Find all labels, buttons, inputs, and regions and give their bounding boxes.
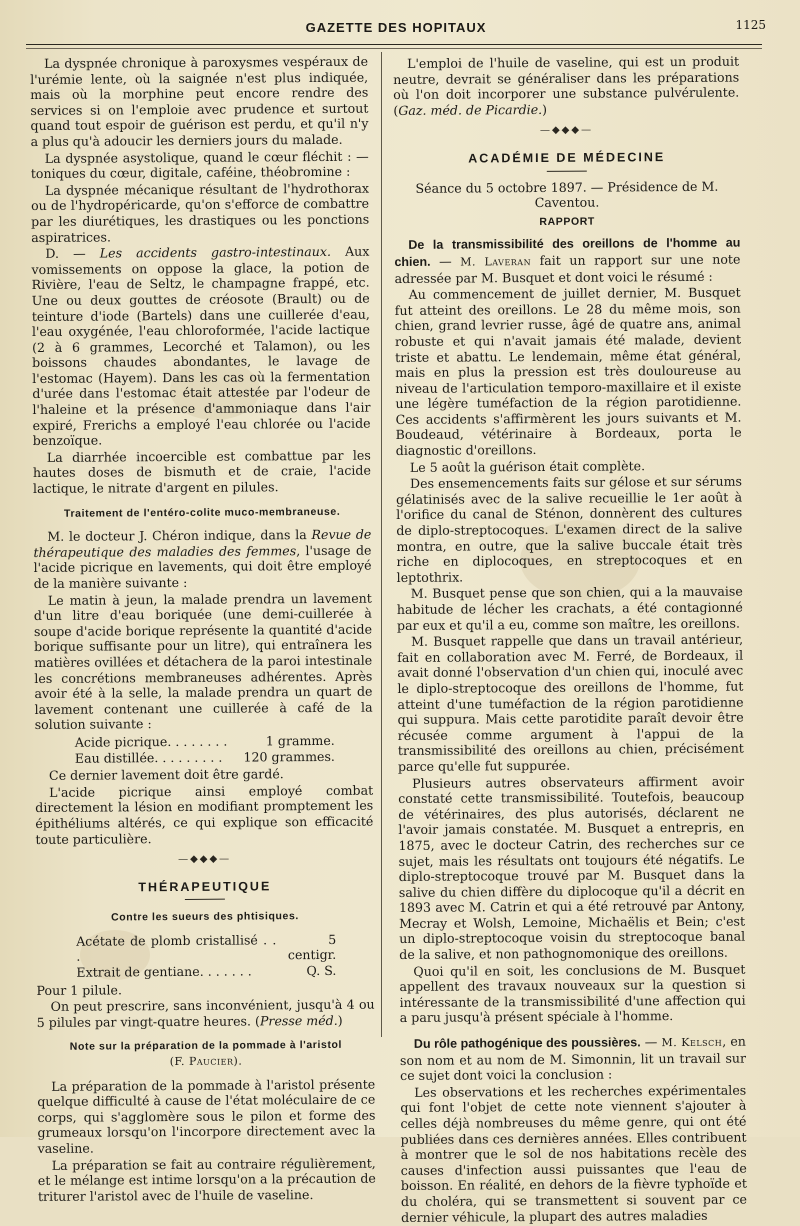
paragraph: Le matin à jeun, la malade prendra un lavement d'un litre d'eau boriquée (une demi-cuillerée à soupe d'acide borique représente la quantité d'acide borique suffisante pour un litre), qui entraînera les matières ovillées et détachera de la paroi intestinale les concrétions membraneuses adhérentes. Après avoir été à la selle, la malade prendra un quart de lavement contenant une cuillerée à café de la solution suivante : — [33, 590, 373, 733]
prescription — [76, 931, 374, 980]
paragraph-text: On peut prescrire, sans inconvénient, jusqu'à 4 ou 5 pilules par vingt-quatre heures. ( — [36, 996, 375, 1030]
prescription — [75, 733, 373, 766]
source-reference: Presse méd. — [259, 1012, 338, 1029]
paragraph: M. Busquet rappelle que dans un travail antérieur, fait en collaboration avec M. Ferré, de Bordeaux, il avait donné l'observation d'un chien qui, inoculé avec le diplo-streptocoque des oreillons de l'homme, fut atteint d'une tuméfaction de la région parotidienne qui suppura. Mais cette parotidite paraît devoir être récusée comme argument à l'appui de la transmissibilité des oreillons au chien, précisément parce qu'elle fut suppurée. — [397, 631, 744, 774]
section-title: RAPPORT — [539, 215, 595, 228]
paragraph: Quoi qu'il en soit, les conclusions de M. Busquet appellent des travaux nouveaux sur la question si intéressante de la transmissibilité d'une affection qui a paru jusqu'à présent spéciale à l'homme. — [399, 961, 746, 1026]
page-number: 1125 — [735, 18, 766, 32]
section-title: ACADÉMIE DE MÉDECINE — [468, 150, 666, 166]
short-rule — [547, 170, 587, 171]
paragraph — [37, 997, 375, 1031]
paragraph — [394, 235, 740, 286]
dose: 120 grammes. — [243, 748, 335, 765]
prescription-row — [75, 748, 335, 765]
paragraph: La diarrhée incoercible est combattue par les hautes doses de bismuth et de craie, l'acide lactique, le nitrate d'argent en pilules. — [32, 447, 371, 497]
paragraph-text: , en son nom et au nom de M. Simonnin, lit un travail sur ce sujet dont voici la conclusion : — [399, 1033, 747, 1084]
paragraph-text: Aux vomissements on oppose la glace, la potion de Rivière, l'eau de Seltz, le champagne frappé, etc. Une ou deux gouttes de créosote (Brault) ou de teinture d'iode (Bartels) dans une cuillerée d'eau, l'eau oxygénée, l'eau chloroformée, l'acide lactique (2 à 6 grammes, Lecorché et Talamon), ou les boissons chaudes abondantes, le lavage de l'estomac (Hayem). Dans les cas où la fermentation d'urée dans l'estomac était attestée par l'odeur de l'haleine et la présence d'ammoniaque dans l'air expiré, Frerichs a employé l'eau chlorée ou l'acide benzoïque. — [31, 243, 371, 449]
ingredient: Acide picrique. . . . . . . . — [74, 733, 228, 750]
paragraph: Les observations et les recherches expérimentales qui font l'objet de cette note viennent s'ajouter à celles déjà nombreuses du même genre, qui ont été publiées dans ces dernières années. Elles contribuent à montrer que le sol de nos habitations recèle des causes d'infection aussi puissantes que l'eau de boisson. En réalité, en dehors de la fièvre typhoïde et du choléra, qui se transmettent si souvent par ce dernier véhicule, la plupart des autres maladies — [400, 1082, 748, 1225]
prescription-row — [76, 932, 336, 965]
prescription-row — [75, 733, 335, 750]
paragraph — [400, 1034, 746, 1084]
paragraph-text: — — [640, 1034, 662, 1050]
left-column — [30, 54, 376, 1206]
paragraph: M. Busquet pense que son chien, qui a la mauvaise habitude de lécher les crachats, a été contagionné par eux et qu'il a eu, comme son maître, les oreillons. — [396, 583, 743, 633]
ingredient: Eau distillée. . . . . . . . . — [74, 749, 223, 766]
paragraph: La dyspnée mécanique résultant de l'hydrothorax ou de l'hydropéricarde, qu'on s'efforce de combattre par les diurétiques, les drastiques ou les ponctions aspiratrices. — [30, 180, 370, 245]
header-rule-thin — [26, 48, 762, 49]
short-rule — [185, 899, 225, 900]
paragraph — [393, 54, 739, 119]
author-name: M. Laveran — [460, 254, 532, 269]
column-divider — [381, 52, 382, 1037]
header-rule — [26, 44, 762, 45]
dose: Q. S. — [306, 962, 337, 979]
page-header — [26, 18, 766, 40]
paragraph-text: M. le docteur J. Chéron indique, dans la — [47, 527, 312, 545]
paragraph-text: ) — [337, 1012, 343, 1028]
paragraph-text: fait un rapport sur une note adressée par M. Busquet et dont voici le résumé : — [394, 251, 741, 286]
journal-title: GAZETTE DES HOPITAUX — [305, 20, 487, 35]
paragraph: La dyspnée chronique à paroxysmes vespéraux de l'urémie lente, où la saignée n'est plus indiquée, mais où la morphine peut encore rendre des services si on l'emploie avec prudence et surtout quand tout espoir de guérison est perdu, et qu'il n'y a plus qu'à adoucir les derniers jours du malade. — [30, 53, 369, 149]
subsection-title: Les accidents gastro-intestinaux. — [99, 244, 332, 261]
source-reference: Gaz. méd. de Picardie. — [398, 101, 543, 118]
paragraph-text: , l'usage de l'acide picrique en lavements, qui doit être employé de la manière suivante : — [33, 542, 372, 591]
dose: 5 centigr. — [287, 931, 337, 963]
ingredient: Extrait de gentiane. . . . . . . — [76, 963, 252, 980]
paragraph: Le 5 août la guérison était complète. — [409, 457, 646, 475]
paragraph-text: ) — [542, 101, 548, 117]
ingredient: Acétate de plomb cristallisé . . . — [76, 932, 277, 965]
session-line: Séance du 5 octobre 1897. — Présidence de M. Caventou. — [415, 178, 719, 211]
ornament-divider: —◆◆◆— — [178, 853, 232, 866]
paragraph: Plusieurs autres observateurs affirment avoir constaté cette transmissibilité. Toutefois, beaucoup de vétérinaires, des plus autorisés, déclarent ne l'avoir jamais constatée. M. Busquet a entrepris, en 1875, avec le docteur Catrin, des recherches sur ce sujet, mais les résultats ont toujours été négatifs. Le diplo-streptocoque trouvé par M. Busquet dans la salive du chien diffère du diplocoque qu'il a décrit en 1893 avec M. Catrin et qui a été retrouvé par Antony, Mecray et Wolsh, Lemoine, Michaëlis et Bein; c'est un diplo-streptocoque voisin du streptocoque banal de la salive, et non pathognomonique des oreillons. — [398, 773, 746, 963]
paragraph: La dyspnée asystolique, quand le cœur fléchit : — toniques du cœur, digitale, caféine, théobromine : — [30, 148, 369, 182]
dose: 1 gramme. — [265, 732, 335, 749]
prescription-row — [76, 963, 336, 980]
paragraph: Ce dernier lavement doit être gardé. — [48, 766, 284, 784]
article-title: Du rôle pathogénique des poussières. — [413, 1035, 641, 1051]
journal-reference: Revue de thérapeutique des maladies des femmes — [33, 526, 372, 560]
article-title: De la transmissibilité des oreillons de l'homme au chien. — [394, 235, 741, 269]
section-letter: D. — — [45, 245, 100, 262]
section-title: Traitement de l'entéro-colite muco-membraneuse. — [63, 505, 341, 520]
paragraph-text: L'emploi de l'huile de vaseline, qui est un produit neutre, devrait se généraliser dans les préparations où l'on doit incorporer une substance pulvérulente. ( — [393, 53, 740, 118]
paragraph-text: — — [430, 253, 461, 269]
section-author: (F. Paucier). — [169, 1054, 243, 1069]
ornament-divider: —◆◆◆— — [539, 124, 594, 137]
paragraph: La préparation de la pommade à l'aristol présente quelque difficulté à cause de l'état moléculaire de ce corps, qui s'agglomère sous le pilon et forme des grumeaux lorsqu'on l'incorpore directement avec la vaseline. — [37, 1076, 376, 1156]
section-title: Contre les sueurs des phtisiques. — [111, 910, 299, 924]
author-name: M. Kelsch — [661, 1035, 723, 1050]
paragraph — [33, 527, 371, 592]
paragraph: Au commencement de juillet dernier, M. Busquet fut atteint des oreillons. Le 28 du même mois, son chien, grand levrier russe, âgé de quatre ans, animal robuste et qui n'avait jamais été malade, devient triste et abattu. Le lendemain, même état général, mais en plus la pression est très douloureuse au niveau de l'articulation temporo-maxillaire et il existe une légère tuméfaction de la région parotidienne. Ces accidents s'affirmèrent les jours suivants et M. Boudeaud, vétérinaire à Bordeaux, porta le diagnostic d'oreillons. — [394, 284, 742, 459]
paragraph — [31, 244, 370, 449]
paragraph: La préparation se fait au contraire régulièrement, et le mélange est intime lorsqu'on a la précaution de triturer l'aristol avec de l'huile de vaseline. — [37, 1155, 376, 1204]
paragraph: Pour 1 pilule. — [36, 982, 122, 998]
paragraph: L'acide picrique ainsi employé combat directement la lésion en modifiant promptement les épithéliums altérés, ce qui explique son efficacité toute particulière. — [35, 782, 374, 847]
section-title: Note sur la préparation de la pommade à l'aristol — [69, 1039, 343, 1054]
right-column — [393, 54, 747, 1226]
paragraph: Des ensemencements faits sur gélose et sur sérums gélatinisés avec de la salive recueillie le 1er août à l'orifice du canal de Sténon, donnèrent des cultures de diplo-streptocoques. L'examen direct de la salive montra, en outre, que la salive buccale était très riche en diplocoques, en streptocoques et en leptothrix. — [396, 473, 743, 585]
section-title: THÉRAPEUTIQUE — [138, 879, 272, 894]
